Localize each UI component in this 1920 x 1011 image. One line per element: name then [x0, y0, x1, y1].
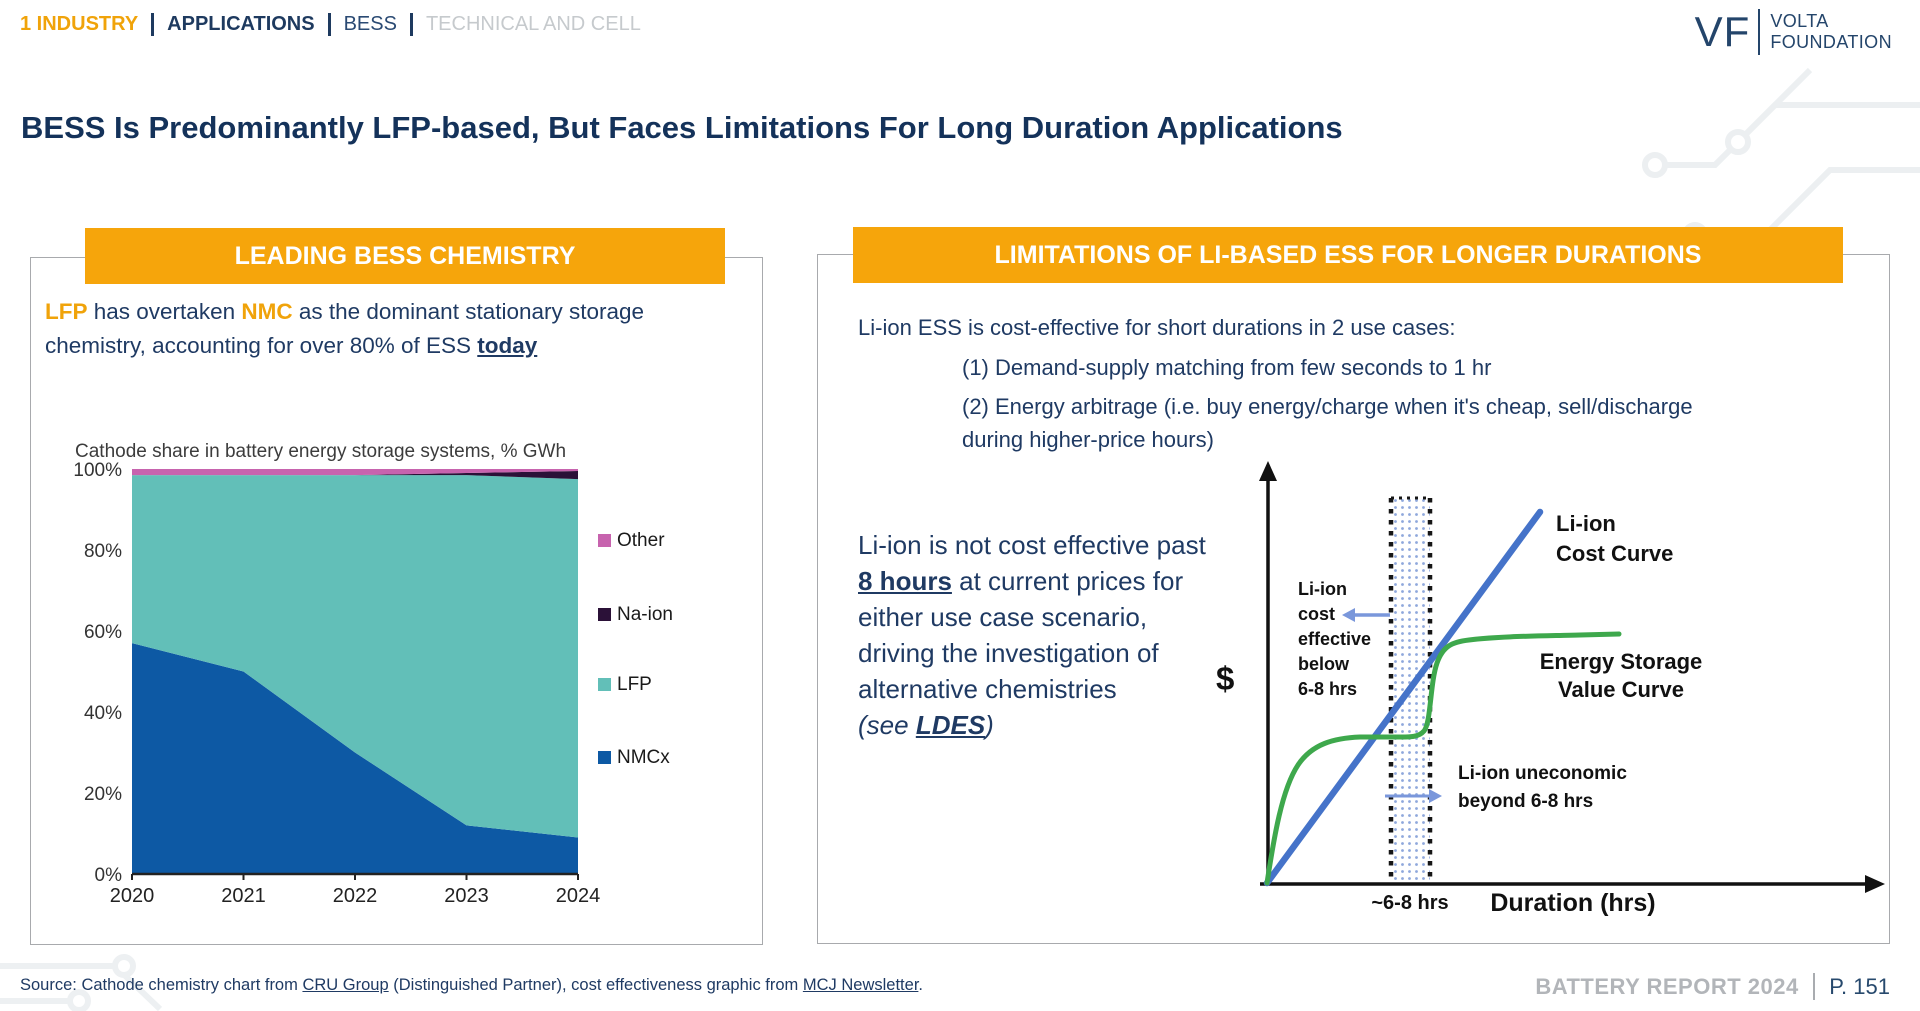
- right-panel-intro: Li-ion ESS is cost-effective for short durations in 2 use cases:: [858, 315, 1456, 340]
- report-name: BATTERY REPORT 2024: [1535, 973, 1799, 999]
- logo-line1: VOLTA: [1770, 11, 1829, 31]
- intro-text: has overtaken: [87, 299, 242, 324]
- right-panel-header: LIMITATIONS OF LI-BASED ESS FOR LONGER DURATIONS: [853, 227, 1843, 283]
- legend-label-Na-ion: Na-ion: [617, 604, 673, 625]
- note-see: (see: [858, 710, 916, 740]
- uneconomic-annotation-line2: beyond 6-8 hrs: [1458, 791, 1594, 812]
- breadcrumb-separator: [151, 13, 154, 36]
- note-close-paren: ): [985, 710, 994, 740]
- breadcrumb-separator: [410, 13, 413, 36]
- mcj-newsletter-link[interactable]: MCJ Newsletter: [802, 976, 919, 994]
- note-8-hours: 8 hours: [858, 566, 952, 596]
- volta-foundation-logo: [1695, 8, 1892, 56]
- cost-curve-label-line2: Cost Curve: [1556, 541, 1674, 566]
- use-case-1: (1) Demand-supply matching from few seconds to 1 hr: [962, 355, 1492, 380]
- left-arrowhead: [1342, 608, 1355, 622]
- footer-right: [1535, 973, 1890, 1000]
- legend-label-NMCx: NMCx: [617, 747, 670, 768]
- source-text: Source: Cathode chemistry chart from: [20, 976, 303, 994]
- logo-monogram: VF: [1694, 8, 1751, 55]
- note-text: at current prices for either use case scenario, driving the investigation of alternative chemistries: [858, 566, 1184, 704]
- cost-effectiveness-diagram: [1238, 455, 1898, 935]
- use-case-2-line1: (2) Energy arbitrage (i.e. buy energy/charge when it's cheap, sell/discharge: [962, 394, 1693, 419]
- diagram-x-axis-label: Duration (hrs): [1490, 889, 1656, 917]
- circuit-decoration-top-right: [1500, 50, 1920, 250]
- left-panel-header: LEADING BESS CHEMISTRY: [85, 228, 725, 284]
- logo-line2: FOUNDATION: [1770, 32, 1892, 52]
- y-tick-label: 100%: [73, 460, 122, 481]
- value-curve-label-line2: Value Curve: [1558, 677, 1684, 702]
- y-tick-label: 0%: [94, 865, 122, 886]
- y-tick-label: 20%: [83, 784, 122, 805]
- value-curve-label-line1: Energy Storage: [1539, 649, 1703, 674]
- y-tick-label: 60%: [83, 622, 122, 643]
- y-tick-label: 80%: [83, 541, 122, 562]
- legend-label-LFP: LFP: [617, 674, 652, 695]
- legend-swatch-NMCx: [598, 751, 611, 764]
- breadcrumb-separator: [328, 13, 331, 36]
- note-text: Li-ion is not cost effective past: [858, 530, 1206, 560]
- intro-nmc: NMC: [241, 299, 293, 324]
- source-text: (Distinguished Partner), cost effectiveness graphic from: [388, 976, 803, 994]
- cathode-share-chart: [70, 460, 715, 905]
- x-tick-label: 2023: [444, 885, 489, 905]
- right-arrowhead: [1429, 789, 1442, 803]
- left-panel-intro-text: [45, 295, 715, 363]
- x-tick-label: 2024: [555, 885, 601, 905]
- breadcrumb-technical-and-cell[interactable]: TECHNICAL AND CELL: [425, 13, 641, 35]
- x-tick-label: 2021: [221, 885, 266, 905]
- logo-divider: [1758, 9, 1760, 55]
- uneconomic-annotation-line1: Li-ion uneconomic: [1458, 763, 1627, 784]
- band-label: ~6-8 hrs: [1371, 892, 1449, 914]
- breadcrumb-industry[interactable]: 1 INDUSTRY: [20, 13, 139, 35]
- legend-swatch-Other: [598, 534, 611, 547]
- note-ldes-link[interactable]: LDES: [915, 710, 986, 740]
- x-axis-arrowhead: [1865, 875, 1885, 893]
- legend-swatch-LFP: [598, 678, 611, 691]
- source-text: .: [918, 976, 923, 994]
- legend-label-Other: Other: [617, 530, 665, 551]
- diagram-y-axis-label: $: [1216, 660, 1235, 697]
- intro-today: today: [477, 333, 538, 358]
- logo-wordmark: [1770, 11, 1892, 53]
- cathode-share-chart-title: Cathode share in battery energy storage systems, % GWh: [75, 441, 567, 462]
- right-panel-note: [858, 527, 1208, 743]
- breadcrumb: [20, 13, 641, 36]
- breadcrumb-bess[interactable]: BESS: [343, 13, 397, 35]
- cost-curve-label-line1: Li-ion: [1556, 511, 1616, 536]
- cru-group-link[interactable]: CRU Group: [302, 976, 389, 994]
- intro-text: as the dominant stationary storage chemistry, accounting for over 80% of ESS: [45, 299, 645, 358]
- source-note: [20, 976, 923, 995]
- x-tick-label: 2022: [332, 885, 378, 905]
- x-tick-label: 2020: [109, 885, 155, 905]
- legend-swatch-Na-ion: [598, 608, 611, 621]
- page-number: P. 151: [1829, 973, 1890, 999]
- use-case-2-line2: during higher-price hours): [962, 427, 1214, 452]
- y-tick-label: 40%: [83, 703, 122, 724]
- breadcrumb-applications[interactable]: APPLICATIONS: [167, 13, 315, 35]
- footer-divider: [1813, 973, 1816, 1000]
- cost-effective-annotation: Li-ion cost effective below 6-8 hrs: [1298, 579, 1372, 699]
- page-title: BESS Is Predominantly LFP-based, But Faces Limitations For Long Duration Applications: [21, 110, 1343, 145]
- y-axis-arrowhead: [1259, 461, 1277, 481]
- intro-lfp: LFP: [45, 299, 88, 324]
